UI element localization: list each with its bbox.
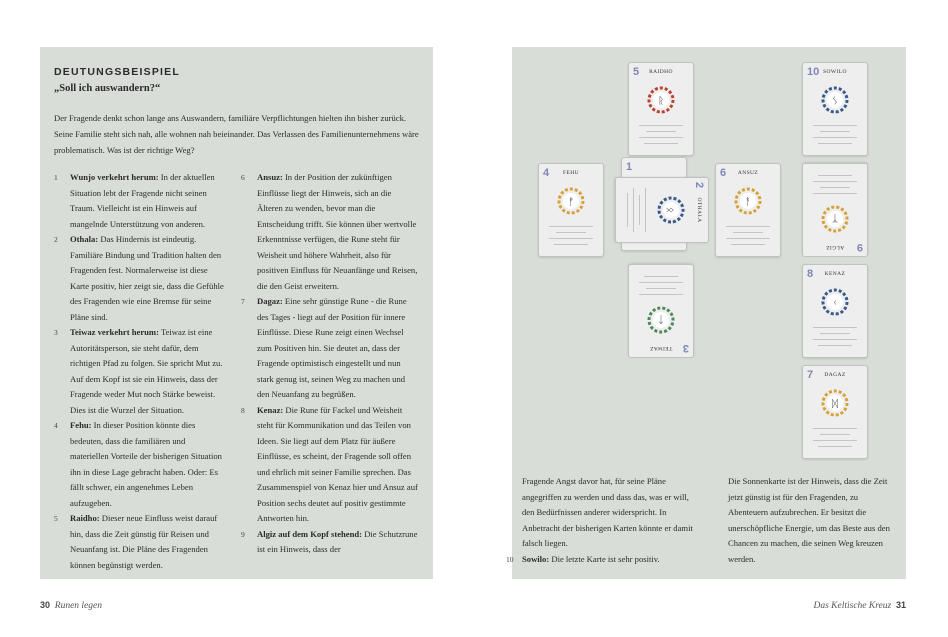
card-divider <box>733 232 763 233</box>
card-divider <box>549 238 593 239</box>
card-divider <box>639 282 683 283</box>
rune-wreath-icon <box>820 204 850 234</box>
right-column-a-text: Fragende Angst davor hat, für seine Pläne angegriffen zu werden und dass das, was er will, den Bedürfnissen anderer widerspricht. In Anbetracht der bisherigen Karten könnte er damit falsch liegen. <box>522 476 693 548</box>
item-text: In der aktuellen Situation lebt der Fragende nicht seinen Traum. Vielleicht ist ein Hinweis auf mangelnde Unterstützung von anderen. <box>70 172 215 229</box>
card-divider <box>639 195 640 225</box>
card-divider <box>646 131 676 132</box>
card-divider <box>813 193 857 194</box>
card-divider <box>813 137 857 138</box>
card-divider <box>813 181 857 182</box>
card-5 <box>628 62 694 156</box>
rune-glyph: ᚲ <box>832 298 838 309</box>
item-term: Teiwaz verkehrt herum: <box>70 327 159 337</box>
card-divider <box>644 276 678 277</box>
card-number: 4 <box>543 167 550 179</box>
card-divider <box>818 446 852 447</box>
rune-wreath-icon <box>820 85 850 115</box>
card-number: 3 <box>682 342 689 354</box>
rune-glyph: ᛊ <box>832 96 838 107</box>
card-divider <box>818 345 852 346</box>
card-number: 2 <box>693 182 705 189</box>
item-text: Die letzte Karte ist sehr positiv. <box>549 553 660 564</box>
item-number: 6 <box>241 173 245 182</box>
card-6 <box>715 163 781 257</box>
card-divider <box>645 188 646 232</box>
card-divider <box>556 232 586 233</box>
rune-glyph: ᚠ <box>568 197 574 208</box>
card-divider <box>813 339 857 340</box>
card-4 <box>538 163 604 257</box>
card-3 <box>628 264 694 358</box>
list-item-1 <box>54 170 226 232</box>
item-number: 3 <box>54 328 58 337</box>
card-divider <box>813 440 857 441</box>
item-number: 1 <box>54 173 58 182</box>
rune-wreath-icon <box>656 195 686 225</box>
rune-glyph: ᛟ <box>664 207 675 213</box>
item-term: Ansuz: <box>257 172 283 182</box>
card-divider <box>813 125 857 126</box>
item-text: In dieser Position könnte dies bedeuten, dass die familiären und materiellen Vorteile der bisherigen Situation ihn in diese Lage gebracht haben. Oder: Es fällt schwer, ein angenehmes Leben aufzugeben. <box>70 420 222 508</box>
rune-glyph: ᛏ <box>658 313 664 324</box>
card-divider <box>820 434 850 435</box>
card-divider <box>644 143 678 144</box>
footer-left <box>40 600 102 611</box>
page-number-right: 31 <box>895 600 906 610</box>
card-number: 5 <box>633 66 640 78</box>
rune-wreath-icon <box>820 287 850 317</box>
card-divider <box>549 226 593 227</box>
card-rune-name: SOWILO <box>823 69 847 75</box>
card-number: 9 <box>856 241 863 253</box>
item-text: In der Position der zukünftigen Einflüsse liegt der Hinweis, sich an die Älteren zu wenden, bevor man die Entscheidung trifft. Sie können über wertvolle Erkenntnisse verfügen, die Rune steht für Weisheit und höhere Wahrheit, also für positiven Einfluss für Neuanfänge und Reisen, die den Geist erweitern. <box>257 172 418 291</box>
item-text: Das Hindernis ist eindeutig. Familiäre Bindung und Tradition halten den Fragenden fest. Normalerweise ist diese Karte positiv, hier zeigt sie, dass die Gefühle des Fragenden wie eine Bremse für seine Pläne sind. <box>70 234 224 322</box>
item-number: 10 <box>506 554 514 564</box>
list-item-3 <box>54 325 226 418</box>
card-number: 1 <box>626 161 633 173</box>
right-column-b-text: Die Sonnenkarte ist der Hinweis, dass die Zeit jetzt günstig ist für den Fragenden, zu Abenteuern aufzubrechen. Er besitzt die unerschöpfliche Energie, um das Beste aus den Chancen zu machen, die seinen Weg kreuzen werden. <box>728 476 890 564</box>
section-heading: DEUTUNGSBEISPIEL <box>54 66 180 78</box>
item-number: 7 <box>241 297 245 306</box>
card-divider <box>813 327 857 328</box>
card-rune-name: RAIDHO <box>649 69 673 75</box>
item-term: Dagaz: <box>257 296 283 306</box>
item-text: Die Schutzrune ist ein Hinweis, dass der <box>257 528 418 554</box>
card-divider <box>639 125 683 126</box>
item-number: 4 <box>54 421 58 430</box>
item-term: Algiz auf dem Kopf stehend: <box>257 528 363 539</box>
item-term: Wunjo verkehrt herum: <box>70 172 159 182</box>
item-text: Dieser neue Einfluss weist darauf hin, dass die Zeit günstig für Reisen und Neuanfang ist. Die Pläne des Fragenden können begünstigt werden. <box>70 513 218 570</box>
card-8 <box>802 264 868 358</box>
item-number: 5 <box>54 514 58 523</box>
list-item-10 <box>506 552 700 568</box>
list-item-9 <box>241 527 419 558</box>
card-divider <box>639 137 683 138</box>
card-divider <box>639 294 683 295</box>
card-rune-name: ANSUZ <box>737 170 759 176</box>
item-number: 2 <box>54 235 58 244</box>
card-rune-name: KENAZ <box>824 271 846 277</box>
card-divider <box>646 288 676 289</box>
page-number-left: 30 <box>40 600 51 610</box>
running-title-left: Runen legen <box>54 601 102 611</box>
item-term: Fehu: <box>70 420 92 430</box>
card-divider <box>818 175 852 176</box>
right-column-b <box>728 474 898 567</box>
footer-right <box>813 600 906 611</box>
card-divider <box>726 226 770 227</box>
card-2 <box>615 177 709 243</box>
card-divider <box>554 244 588 245</box>
card-divider <box>627 193 628 227</box>
card-divider <box>813 428 857 429</box>
interpretation-list-b <box>241 170 419 558</box>
running-title-right: Das Keltische Kreuz <box>813 601 892 611</box>
item-text: Teiwaz ist eine Autoritätsperson, sie steht dafür, dem richtigen Pfad zu folgen. Sie spricht Mut zu. Auf dem Kopf ist sie ein Hinweis, dass der Fragende weder Mut noch Stärke beweist. Dies ist die Wurzel der Situation. <box>70 327 223 415</box>
rune-glyph: ᛉ <box>832 212 838 223</box>
item-number: 8 <box>241 405 245 415</box>
card-number: 7 <box>807 369 814 381</box>
rune-wreath-icon <box>733 186 763 216</box>
card-9 <box>802 163 868 257</box>
list-item-5 <box>54 511 226 573</box>
card-divider <box>820 333 850 334</box>
list-item-8 <box>241 403 419 527</box>
card-rune-name: TEIWAZ <box>649 345 673 351</box>
interpretation-list-a <box>54 170 226 573</box>
card-divider <box>633 188 634 232</box>
item-term: Sowilo: <box>522 553 550 564</box>
card-10 <box>802 62 868 156</box>
card-number: 6 <box>720 167 727 179</box>
right-column-a <box>506 474 700 567</box>
card-rune-name: FEHU <box>563 170 579 176</box>
card-divider <box>731 244 765 245</box>
card-number: 8 <box>807 268 814 280</box>
item-term: Kenaz: <box>257 404 284 415</box>
card-rune-name: ALGIZ <box>825 244 845 250</box>
rune-wreath-icon <box>556 186 586 216</box>
list-item-6 <box>241 170 419 294</box>
card-divider <box>820 187 850 188</box>
card-rune-name: OTHALA <box>696 197 702 223</box>
item-text: Die Rune für Fackel und Weisheit steht für Kommunikation und das Teilen von Ideen. Sie liegt auf dem Platz für äußere Einflüsse, es scheint, der Fragende soll offen und ehrlich mit seiner Familie sprechen. Das Zusammenspiel von Kenaz hier und Ansuz auf Position sechs deutet auf positiv gestimmte Antworten hin. <box>257 404 418 523</box>
item-text: Eine sehr günstige Rune - die Rune des Tages - liegt auf der Position für innere Einflüsse. Diese Rune zeigt einen Wechsel zum Positiven hin. Sie deutet an, dass der Fragende optimistisch eingestellt und nun stark genug ist, seinen Weg zu machen und den Neuanfang zu begrüßen. <box>257 296 407 399</box>
rune-glyph: ᚨ <box>745 197 751 208</box>
rune-glyph: ᚱ <box>658 96 664 107</box>
rune-glyph: ᛞ <box>832 399 838 410</box>
list-item-4 <box>54 418 226 511</box>
card-divider <box>726 238 770 239</box>
item-number: 9 <box>241 529 245 539</box>
list-item-7 <box>241 294 419 403</box>
card-7 <box>802 365 868 459</box>
question-heading: „Soll ich auswandern?“ <box>54 83 161 94</box>
item-term: Othala: <box>70 234 99 244</box>
card-rune-name: DAGAZ <box>824 372 846 378</box>
rune-wreath-icon <box>820 388 850 418</box>
intro-paragraph: Der Fragende denkt schon lange ans Auswandern, familiäre Verpflichtungen hielten ihn bisher zurück. Seine Familie steht sich nah, alle wohnen nah beieinander. Das Verlassen des Familienunternehmens wäre problematisch. Was ist der richtige Weg? <box>54 113 419 155</box>
card-number: 10 <box>807 66 820 78</box>
item-term: Raidho: <box>70 513 100 523</box>
list-item-2 <box>54 232 226 325</box>
card-divider <box>820 131 850 132</box>
rune-wreath-icon <box>646 305 676 335</box>
card-divider <box>818 143 852 144</box>
rune-wreath-icon <box>646 85 676 115</box>
